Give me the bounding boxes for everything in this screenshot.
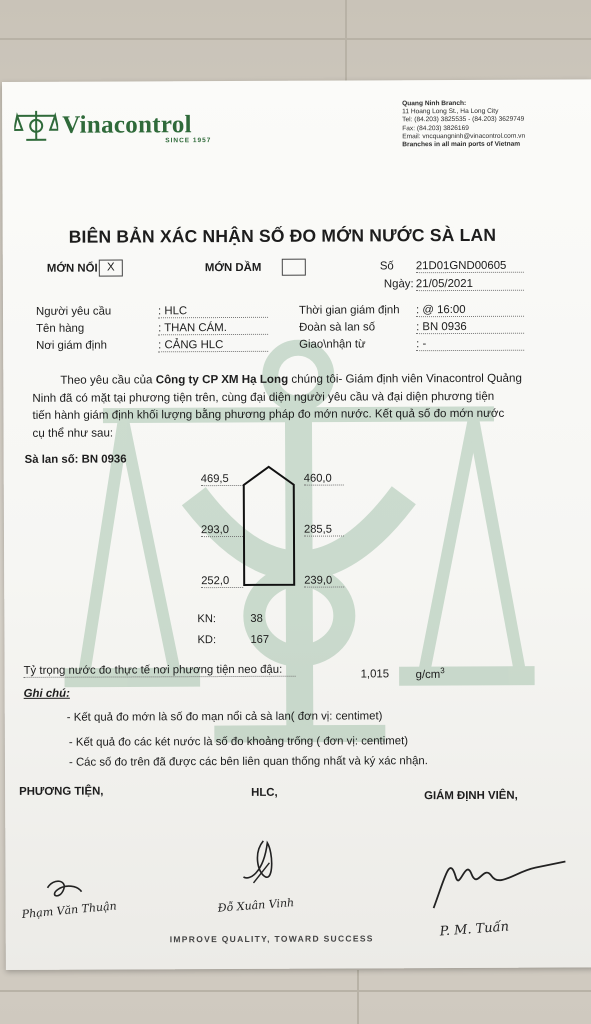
kn-label: KN: bbox=[197, 613, 217, 626]
density-unit-exponent: 3 bbox=[440, 666, 445, 676]
intro-paragraph bbox=[32, 370, 562, 443]
branch-network: Branches in all main ports of Vietnam bbox=[402, 140, 521, 149]
draft-mid-left: 293,0 bbox=[201, 524, 243, 537]
branch-tel: Tel: (84.203) 3825535 - (84.203) 3629749 bbox=[402, 116, 525, 124]
density-unit bbox=[416, 666, 445, 681]
signature-hlc bbox=[213, 833, 333, 934]
draft-top-right: 460,0 bbox=[304, 473, 344, 486]
mon-noi-checkbox: X bbox=[99, 259, 123, 276]
note-1: - Kết quả đo mớn là số đo mạn nổi cả sà lan( đơn vị: centimet) bbox=[66, 710, 383, 724]
floor-grout bbox=[0, 38, 591, 40]
nguoi-yeu-cau-value: : HLC bbox=[158, 305, 268, 318]
ngay-label: Ngày: bbox=[383, 278, 414, 291]
signature-label-hlc: HLC, bbox=[251, 786, 278, 799]
intro-line-2: Ninh đã có mặt tại phương tiện trên, cùng đại diện người yêu cầu và đại diện phương tiện bbox=[32, 389, 495, 405]
branch-info bbox=[402, 100, 525, 150]
floor-grout bbox=[345, 0, 347, 82]
so-value: 21D01GND00605 bbox=[416, 260, 524, 273]
density-unit-text: g/cm bbox=[415, 668, 441, 681]
floor-grout bbox=[0, 990, 591, 992]
density-label: Tỷ trọng nước đo thực tế nơi phương tiện neo đậu: bbox=[24, 664, 296, 678]
intro-text-1: Theo yêu cầu của bbox=[60, 373, 156, 387]
signature-label-vessel: PHƯƠNG TIỆN, bbox=[19, 785, 104, 798]
signature-vessel-name: Phạm Văn Thuận bbox=[21, 899, 118, 922]
intro-text-2: chúng tôi- Giám định viên Vinacontrol Quảng bbox=[288, 371, 522, 386]
signature-surveyor-name: P. M. Tuấn bbox=[439, 919, 510, 940]
barge-number-label: Sà lan số: BN 0936 bbox=[24, 453, 127, 466]
nguoi-yeu-cau-label: Người yêu cầu bbox=[35, 305, 112, 318]
note-2: - Kết quả đo các két nước là số đo khoảng trống ( đơn vị: centimet) bbox=[68, 735, 409, 749]
density-value: 1,015 bbox=[360, 668, 390, 681]
note-3: - Các số đo trên đã được các bên liên quan thống nhất và ký xác nhận. bbox=[68, 755, 428, 769]
footer-slogan: IMPROVE QUALITY, TOWARD SUCCESS bbox=[169, 933, 374, 945]
client-company: Công ty CP XM Hạ Long bbox=[155, 372, 289, 387]
draft-bot-left: 252,0 bbox=[201, 575, 243, 588]
doan-sa-lan-label: Đoàn sà lan số bbox=[299, 321, 376, 334]
company-since: SINCE 1957 bbox=[165, 137, 212, 145]
ten-hang-label: Tên hàng bbox=[36, 322, 85, 335]
draft-mid-right: 285,5 bbox=[304, 524, 344, 537]
signature-hlc-name: Đỗ Xuân Vinh bbox=[217, 896, 295, 915]
ten-hang-value: : THAN CÁM. bbox=[158, 322, 268, 335]
kd-label: KD: bbox=[197, 634, 217, 647]
ngay-value: 21/05/2021 bbox=[416, 278, 524, 291]
branch-address: 11 Hoang Long St., Ha Long City bbox=[402, 108, 499, 116]
document-title: BIÊN BẢN XÁC NHẬN SỐ ĐO MỚN NƯỚC SÀ LAN bbox=[68, 224, 497, 247]
so-label: Số bbox=[379, 260, 394, 273]
kd-value: 167 bbox=[250, 633, 270, 646]
noi-giam-dinh-value: : CẢNG HLC bbox=[158, 339, 268, 352]
branch-title: Quang Ninh Branch: bbox=[402, 99, 467, 108]
giao-nhan-value: : - bbox=[416, 338, 524, 351]
thoi-gian-label: Thời gian giám định bbox=[298, 304, 400, 317]
draft-top-left: 469,5 bbox=[201, 473, 243, 486]
company-logo-text: Vinacontrol bbox=[62, 111, 192, 139]
draft-bot-right: 239,0 bbox=[304, 575, 344, 588]
document-page bbox=[2, 79, 591, 970]
giao-nhan-label: Giao\nhận từ bbox=[299, 338, 366, 351]
floor-grout bbox=[357, 970, 359, 1024]
branch-fax: Fax: (84.203) 3826169 bbox=[402, 124, 469, 132]
intro-line-3: tiến hành giám định khối lượng bằng phương pháp đo mớn nước. Kết quả số đo mớn nước bbox=[32, 406, 505, 423]
noi-giam-dinh-label: Nơi giám định bbox=[36, 339, 107, 352]
mon-dam-label: MỚN DẦM bbox=[204, 261, 262, 275]
thoi-gian-value: : @ 16:00 bbox=[416, 304, 524, 317]
mon-dam-checkbox bbox=[282, 259, 306, 276]
mon-noi-label: MỚN NỔI bbox=[46, 262, 98, 275]
barge-outline-diagram bbox=[234, 463, 305, 593]
kn-value: 38 bbox=[250, 612, 263, 625]
branch-email: Email: vncquangninh@vinacontrol.com.vn bbox=[402, 132, 526, 141]
signature-surveyor bbox=[425, 846, 575, 917]
vinacontrol-scale-icon bbox=[14, 108, 58, 144]
signature-label-surveyor: GIÁM ĐỊNH VIÊN, bbox=[424, 789, 518, 803]
doan-sa-lan-value: : BN 0936 bbox=[416, 321, 524, 334]
intro-line-4: cụ thể như sau: bbox=[32, 426, 114, 440]
notes-title: Ghi chú: bbox=[23, 687, 70, 700]
